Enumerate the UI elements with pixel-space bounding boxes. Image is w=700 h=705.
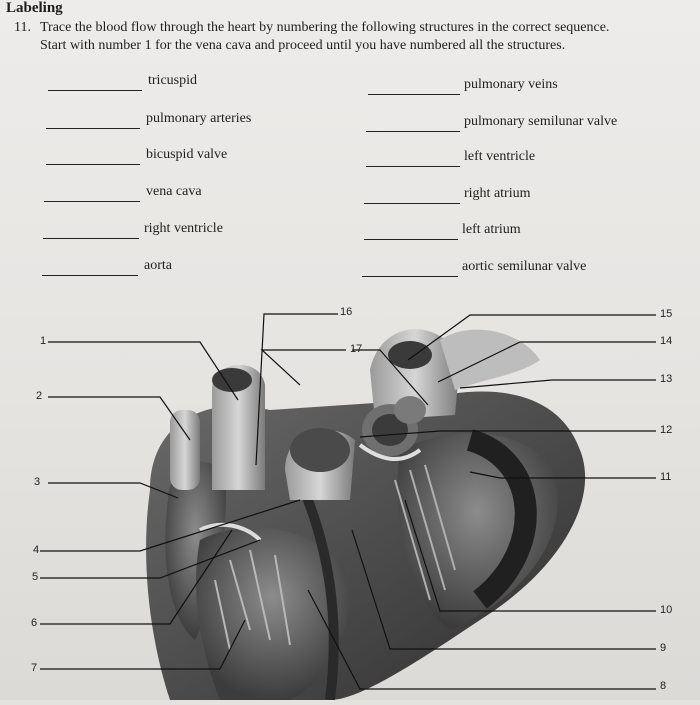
callout-label: 2: [36, 390, 43, 402]
answer-blank[interactable]: [366, 166, 460, 167]
callout-label: 12: [660, 424, 673, 436]
callout-label: 15: [660, 308, 673, 320]
callout-label: 4: [33, 544, 40, 556]
answer-blank[interactable]: [42, 275, 138, 276]
list-item: [350, 186, 700, 206]
callout-label: 6: [31, 617, 38, 629]
callout-label: 13: [660, 373, 673, 385]
heart-diagram: [0, 300, 700, 700]
answer-blank[interactable]: [48, 90, 142, 91]
structure-term: vena cava: [146, 184, 202, 199]
structure-term: right ventricle: [144, 221, 223, 236]
callout-label: 1: [40, 335, 47, 347]
callout-label: 10: [660, 604, 673, 616]
question-line-1: Trace the blood flow through the heart by numbering the following structures in the correct sequence.: [40, 20, 610, 35]
callout-label: 5: [32, 571, 39, 583]
question-11: [14, 19, 694, 55]
list-item: [0, 111, 350, 131]
list-item: [0, 258, 350, 278]
structure-term: pulmonary arteries: [146, 111, 252, 126]
section-title: Labeling: [6, 0, 63, 16]
callout-label: 8: [660, 680, 667, 692]
structure-term: left ventricle: [464, 149, 536, 164]
list-item: [0, 147, 350, 167]
callout-label: 9: [660, 642, 667, 654]
question-line-2: Start with number 1 for the vena cava and proceed until you have numbered all the structures.: [40, 38, 566, 53]
structure-term: right atrium: [464, 186, 531, 201]
answer-blank[interactable]: [46, 164, 140, 165]
list-item: [0, 73, 350, 93]
list-item: [350, 114, 700, 134]
structure-term: tricuspid: [148, 73, 197, 88]
answer-blank[interactable]: [46, 128, 140, 129]
question-number: 11.: [14, 20, 31, 35]
callout-label: 14: [660, 335, 673, 347]
callout-label: 11: [660, 471, 672, 483]
structure-term: bicuspid valve: [146, 147, 228, 162]
answer-blank[interactable]: [44, 201, 140, 202]
list-item: [350, 149, 700, 169]
structure-term: pulmonary semilunar valve: [464, 114, 618, 129]
answer-blank[interactable]: [368, 94, 460, 95]
list-item: [350, 259, 700, 279]
list-item: [350, 77, 700, 97]
answer-blank[interactable]: [364, 203, 460, 204]
callout-label: 7: [31, 662, 38, 674]
answer-blank[interactable]: [43, 238, 139, 239]
callout-label: 3: [34, 476, 41, 488]
callout-label: 17: [350, 343, 363, 355]
structure-term: aortic semilunar valve: [462, 259, 587, 274]
answer-blank[interactable]: [362, 276, 458, 277]
answer-blank[interactable]: [364, 239, 458, 240]
structure-term: pulmonary veins: [464, 77, 558, 92]
list-item: [350, 222, 700, 242]
answer-blank[interactable]: [366, 131, 460, 132]
list-item: [0, 221, 350, 241]
structure-term: left atrium: [462, 222, 521, 237]
list-item: [0, 184, 350, 204]
superior-vena-cava: [170, 410, 200, 490]
callout-label: 16: [340, 306, 353, 318]
heart-illustration: [0, 300, 700, 700]
structure-term: aorta: [144, 258, 172, 273]
